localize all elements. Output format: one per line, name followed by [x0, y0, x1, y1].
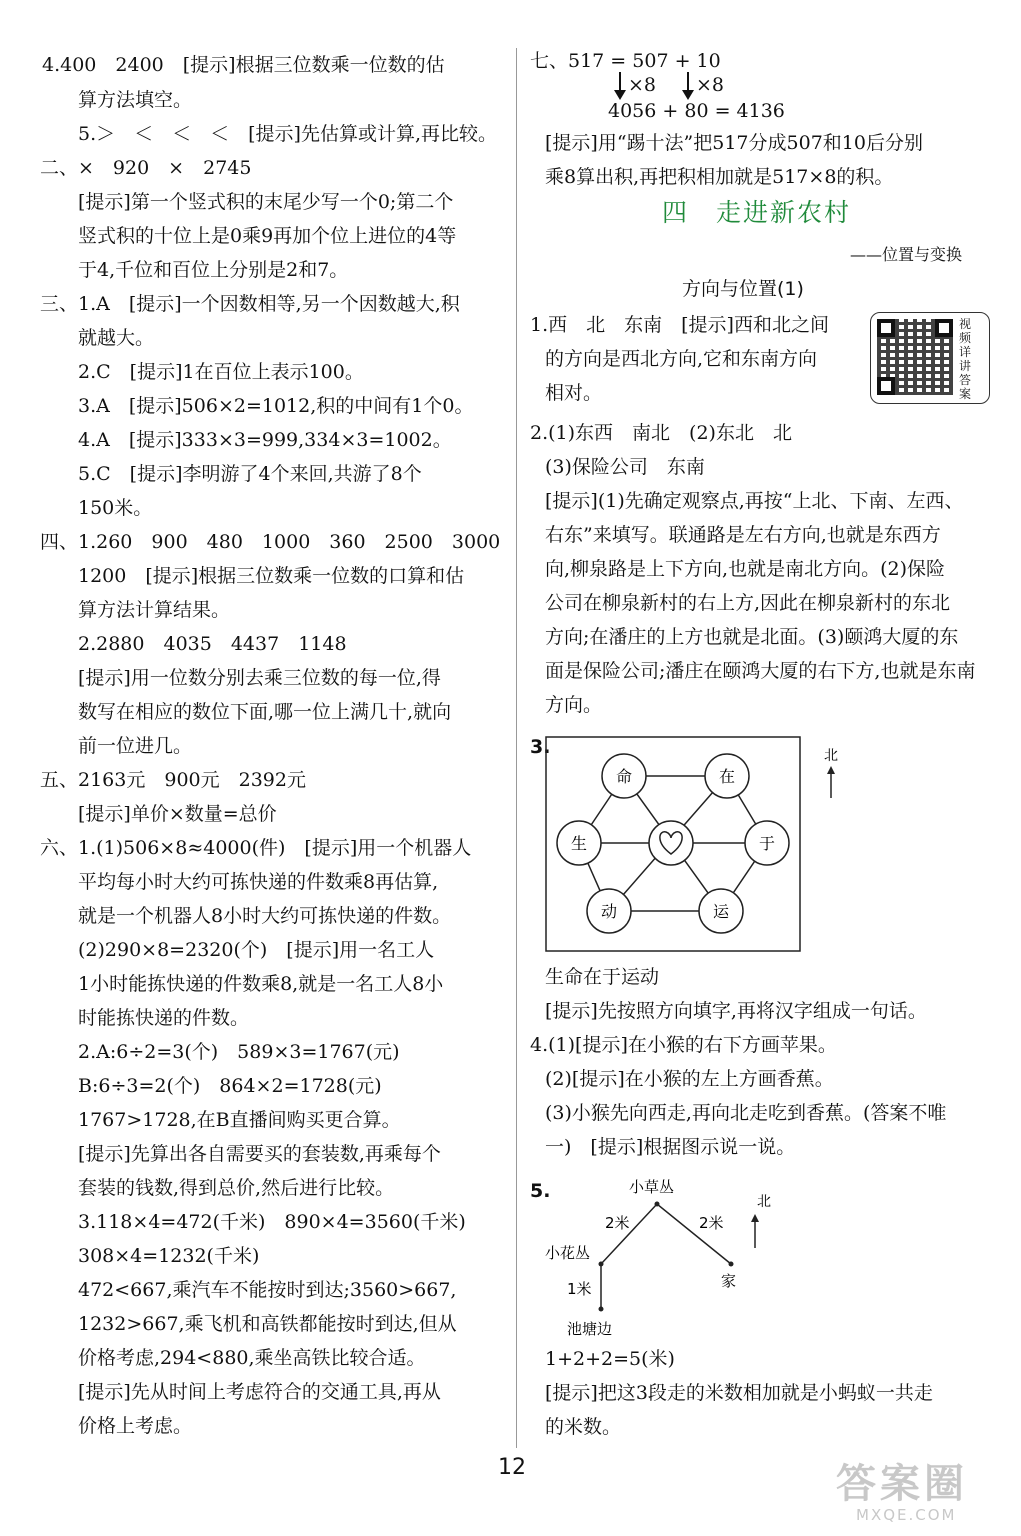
right-line: 相对。 — [545, 382, 603, 404]
left-line: 5.C [提示]李明游了4个来回,共游了8个 — [78, 463, 422, 485]
right-line: 公司在柳泉新村的右上方,因此在柳泉新村的东北 — [545, 592, 951, 614]
left-line: 二、× 920 × 2745 — [40, 157, 252, 179]
right-line: 的米数。 — [545, 1416, 622, 1438]
calc-result: 4056 + 80 = 4136 — [608, 100, 785, 122]
unit-title: 四 走进新农村 — [662, 198, 852, 227]
right-line: 向,柳泉路是上下方向,也就是南北方向。(2)保险 — [545, 558, 945, 580]
right-line: 面是保险公司;潘庄在颐鸿大厦的右下方,也就是东南 — [545, 660, 976, 682]
qr-code[interactable] — [870, 312, 990, 404]
right-line: [提示]把这3段走的米数相加就是小蚂蚁一共走 — [545, 1382, 933, 1404]
left-line: 1232>667,乘飞机和高铁都能按时到达,但从 — [78, 1313, 457, 1335]
node-ming: 命 — [615, 767, 633, 786]
left-line: [提示]先从时间上考虑符合的交通工具,再从 — [78, 1381, 441, 1403]
distance-right: 2米 — [699, 1214, 724, 1232]
right-line: (3)小猴先向西走,再向北走吃到香蕉。(答案不唯 — [545, 1102, 947, 1124]
right-line: 方向;在潘庄的上方也就是北面。(3)颐鸿大厦的东 — [545, 626, 959, 648]
left-line: 套装的钱数,得到总价,然后进行比较。 — [78, 1177, 395, 1199]
left-line: 三、1.A [提示]一个因数相等,另一个因数越大,积 — [40, 293, 460, 315]
right-line: [提示]先按照方向填字,再将汉字组成一句话。 — [545, 1000, 927, 1022]
left-line: [提示]用一位数分别去乘三位数的每一位,得 — [78, 667, 441, 689]
node-sheng: 生 — [570, 834, 588, 853]
left-line: 4.400 2400 [提示]根据三位数乘一位数的估 — [42, 54, 445, 76]
left-line: 472<667,乘汽车不能按时到达;3560>667, — [78, 1279, 457, 1301]
qr-finder-icon — [877, 319, 895, 337]
left-line: 价格考虑,294<880,乘坐高铁比较合适。 — [78, 1347, 426, 1369]
label-home: 家 — [721, 1272, 737, 1290]
left-line: 时能拣快递的件数。 — [78, 1007, 250, 1029]
figure-5-north-label: 北 — [757, 1194, 771, 1210]
left-line: 150米。 — [78, 497, 153, 519]
right_top-line: 乘8算出积,再把积相加就是517×8的积。 — [545, 166, 894, 188]
right-line: 1+2+2=5(米) — [545, 1348, 675, 1370]
left-line: [提示]单价×数量=总价 — [78, 803, 277, 825]
left-line: B:6÷3=2(个) 864×2=1728(元) — [78, 1075, 382, 1097]
page-number: 12 — [498, 1455, 526, 1480]
left-line: (2)290×8=2320(个) [提示]用一名工人 — [78, 939, 435, 961]
left-line: [提示]第一个竖式积的末尾少写一个0;第二个 — [78, 191, 454, 213]
left-line: 平均每小时大约可拣快递的件数乘8再估算, — [78, 871, 439, 893]
left-line: 算方法填空。 — [78, 89, 193, 111]
calc-multiplier-1: ×8 — [628, 74, 657, 96]
question-5-label: 5. — [530, 1180, 551, 1202]
distance-left: 2米 — [605, 1214, 630, 1232]
left-line: 四、1.260 900 480 1000 360 2500 3000 — [40, 531, 501, 553]
watermark — [836, 1462, 1012, 1528]
watermark-logo: 答案圈 — [836, 1461, 968, 1507]
right-line: (3)保险公司 东南 — [545, 456, 705, 478]
figure-5-route — [545, 1176, 795, 1346]
left-line: 竖式积的十位上是0乘9再加个位上进位的4等 — [78, 225, 457, 247]
node-yu: 于 — [758, 834, 776, 853]
right-line: 2.(1)东西 南北 (2)东北 北 — [530, 422, 792, 444]
right-line: 右东”来填写。联通路是左右方向,也就是东西方 — [545, 524, 941, 546]
left-line: 六、1.(1)506×8≈4000(件) [提示]用一个机器人 — [40, 837, 472, 859]
right-line: 生命在于运动 — [545, 966, 660, 988]
left-line: 3.118×4=472(千米) 890×4=3560(千米) — [78, 1211, 466, 1233]
left-line: 1小时能拣快递的件数乘8,就是一名工人8小 — [78, 973, 444, 995]
left-line: 1767>1728,在B直播间购买更合算。 — [78, 1109, 401, 1131]
watermark-url: MXQE.COM — [856, 1506, 957, 1524]
left-line: 308×4=1232(千米) — [78, 1245, 260, 1267]
label-grass: 小草丛 — [629, 1178, 675, 1196]
left-line: 5.＞ ＜ ＜ ＜ [提示]先估算或计算,再比较。 — [78, 123, 497, 145]
left-line: 数写在相应的数位下面,哪一位上满几十,就向 — [78, 701, 452, 723]
section-title: 方向与位置(1) — [682, 278, 804, 300]
unit-subtitle: ——位置与变换 — [850, 245, 963, 264]
right-line: 一) [提示]根据图示说一说。 — [545, 1136, 796, 1158]
calc-multiplier-2: ×8 — [696, 74, 725, 96]
node-zai: 在 — [718, 767, 736, 786]
column-divider — [516, 48, 517, 1448]
right-line: 1.西 北 东南 [提示]西和北之间 — [530, 314, 829, 336]
left-line: 五、2163元 900元 2392元 — [40, 769, 306, 791]
distance-vertical: 1米 — [567, 1280, 592, 1298]
qr-finder-icon — [877, 377, 895, 395]
right_top-line: [提示]用“踢十法”把517分成507和10后分别 — [545, 132, 923, 154]
left-line: 1200 [提示]根据三位数乘一位数的口算和估 — [78, 565, 465, 587]
left-line: 就越大。 — [78, 327, 155, 349]
left-line: 3.A [提示]506×2=1012,积的中间有1个0。 — [78, 395, 474, 417]
right-line: (2)[提示]在小猴的左上方画香蕉。 — [545, 1068, 834, 1090]
left-line: 2.2880 4035 4437 1148 — [78, 633, 347, 655]
right-line: 4.(1)[提示]在小猴的右下方画苹果。 — [530, 1034, 837, 1056]
question-3-label: 3. — [530, 736, 551, 758]
figure-3-north-label: 北 — [824, 748, 838, 764]
qr-caption: 视频详讲答案 — [959, 317, 972, 401]
right_top-line: 七、517 = 507 + 10 — [530, 50, 721, 72]
qr-finder-icon — [935, 319, 953, 337]
node-yun: 运 — [712, 902, 730, 921]
node-dong: 动 — [600, 902, 618, 921]
left-line: 前一位进几。 — [78, 735, 193, 757]
label-flowers: 小花丛 — [545, 1244, 591, 1262]
left-line: 4.A [提示]333×3=999,334×3=1002。 — [78, 429, 452, 451]
left-line: 2.C [提示]1在百位上表示100。 — [78, 361, 364, 383]
left-line: 算方法计算结果。 — [78, 599, 231, 621]
left-line: [提示]先算出各自需要买的套装数,再乘每个 — [78, 1143, 441, 1165]
left-line: 就是一个机器人8小时大约可拣快递的件数。 — [78, 905, 452, 927]
left-line: 2.A:6÷2=3(个) 589×3=1767(元) — [78, 1041, 400, 1063]
left-line: 于4,千位和百位上分别是2和7。 — [78, 259, 349, 281]
label-pond: 池塘边 — [567, 1320, 613, 1338]
figure-3-diagram — [545, 736, 845, 954]
left-line: 价格上考虑。 — [78, 1415, 193, 1437]
right-line: [提示](1)先确定观察点,再按“上北、下南、左西、 — [545, 490, 964, 512]
right-line: 的方向是西北方向,它和东南方向 — [545, 348, 818, 370]
right-line: 方向。 — [545, 694, 603, 716]
